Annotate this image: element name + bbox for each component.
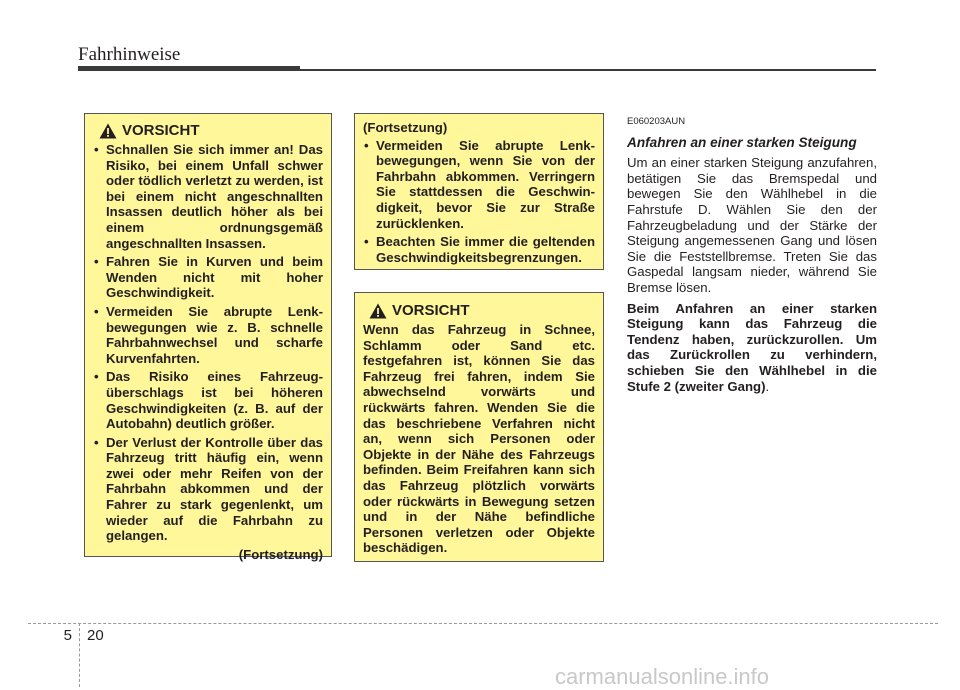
caution-box-2: [354, 113, 604, 270]
bold-note-end: .: [765, 378, 770, 394]
caution-header: [369, 303, 595, 319]
list-item: • Das Risiko eines Fahrzeugüberschlags ist bei höheren Geschwindigkeiten (z. B. auf der Autobahn) deutlich größer.: [93, 369, 323, 431]
section-column: [627, 114, 877, 394]
list-item: • Vermeiden Sie abrupte Lenkbewegungen wie z. B. schnelle Fahrbahnwechsel und scharfe Kurvenfahrten.: [93, 304, 323, 366]
caution-box-3: [354, 292, 604, 562]
page-header-title: Fahrhinweise: [78, 44, 181, 65]
list-item: • Beachten Sie immer die geltenden Geschwindigkeitsbegrenzungen.: [363, 234, 595, 265]
section-bold-note: [627, 301, 877, 395]
warning-triangle-icon: [369, 303, 387, 319]
caution-list: [363, 138, 595, 266]
continued-label: (Fortsetzung): [363, 120, 448, 135]
list-item: • Fahren Sie in Kurven und beim Wenden nicht mit hoher Geschwindigkeit.: [93, 254, 323, 301]
watermark: carmanualsonline.info: [555, 664, 770, 689]
header-rule: [300, 69, 876, 71]
continued-label: (Fortsetzung): [238, 546, 323, 562]
bold-note-text: Beim Anfahren an einer starken Steigung kann das Fahrzeug die Tendenz haben, zurückzurollen. Um das Zurückrollen zu verhindern, schieben Sie den Wählhebel in die Stufe 2 (zweiter Gang): [627, 300, 877, 394]
footer-rule: [28, 623, 938, 624]
page-number: 20: [87, 627, 104, 644]
section-body: Um an einer starken Steigung anzufahren, betätigen Sie das Bremspedal und bewegen Sie den Wählhebel in die Fahrstufe D. Wählen Sie den der Fahrzeugbeladung und der Stärke der Steigung angemessenen Gang und lösen Sie die Feststellbremse. Treten Sie das Gaspedal langsam nieder, während Sie Bremse lösen.: [627, 155, 877, 295]
footer-divider: [79, 623, 80, 687]
caution-header: [99, 123, 323, 139]
caution-title: VORSICHT: [122, 122, 200, 140]
section-heading: Anfahren an einer starken Steigung: [627, 134, 857, 150]
caution-box-1: [84, 113, 332, 562]
caution-text: Wenn das Fahrzeug in Schnee, Schlamm oder Sand etc. festgefahren ist, können Sie das Fahrzeug frei fahren, indem Sie abwechselnd vorwärts und rückwärts fahren. Wenden Sie die das beschriebene Verfahren nicht an, wenn sich Personen oder Objekte in der Nähe des Fahrzeugs befinden. Beim Freifahren kann sich das Fahrzeug plötzlich vorwärts oder rückwärts in Bewegung setzen und in der Nähe befindliche Personen verletzen oder Objekte beschädigen.: [363, 322, 595, 556]
warning-triangle-icon: [99, 123, 117, 139]
list-item: • Der Verlust der Kontrolle über das Fahrzeug tritt häufig ein, wenn zwei oder mehr Reifen von der Fahrbahn abkommen und der Fahrer zu stark gegenlenkt, um wieder auf die Fahrbahn zu gelangen.: [93, 435, 323, 544]
list-item: • Schnallen Sie sich immer an! Das Risiko, bei einem Unfall schwer oder tödlich verletzt zu werden, ist bei einem nicht angeschnallten Insassen deutlich höher als bei einem ordnungsgemäß angeschnallten Insassen.: [93, 142, 323, 251]
list-item: • Vermeiden Sie abrupte Lenkbewegungen, wenn Sie von der Fahrbahn abkommen. Verringern Sie stattdessen die Geschwindigkeit, bevor Sie zur Straße zurücklenken.: [363, 138, 595, 232]
section-code: E060203AUN: [627, 116, 686, 127]
caution-title: VORSICHT: [392, 302, 470, 320]
caution-list: [93, 142, 323, 544]
header-bar-thick: [78, 66, 300, 71]
chapter-number: 5: [63, 627, 72, 644]
